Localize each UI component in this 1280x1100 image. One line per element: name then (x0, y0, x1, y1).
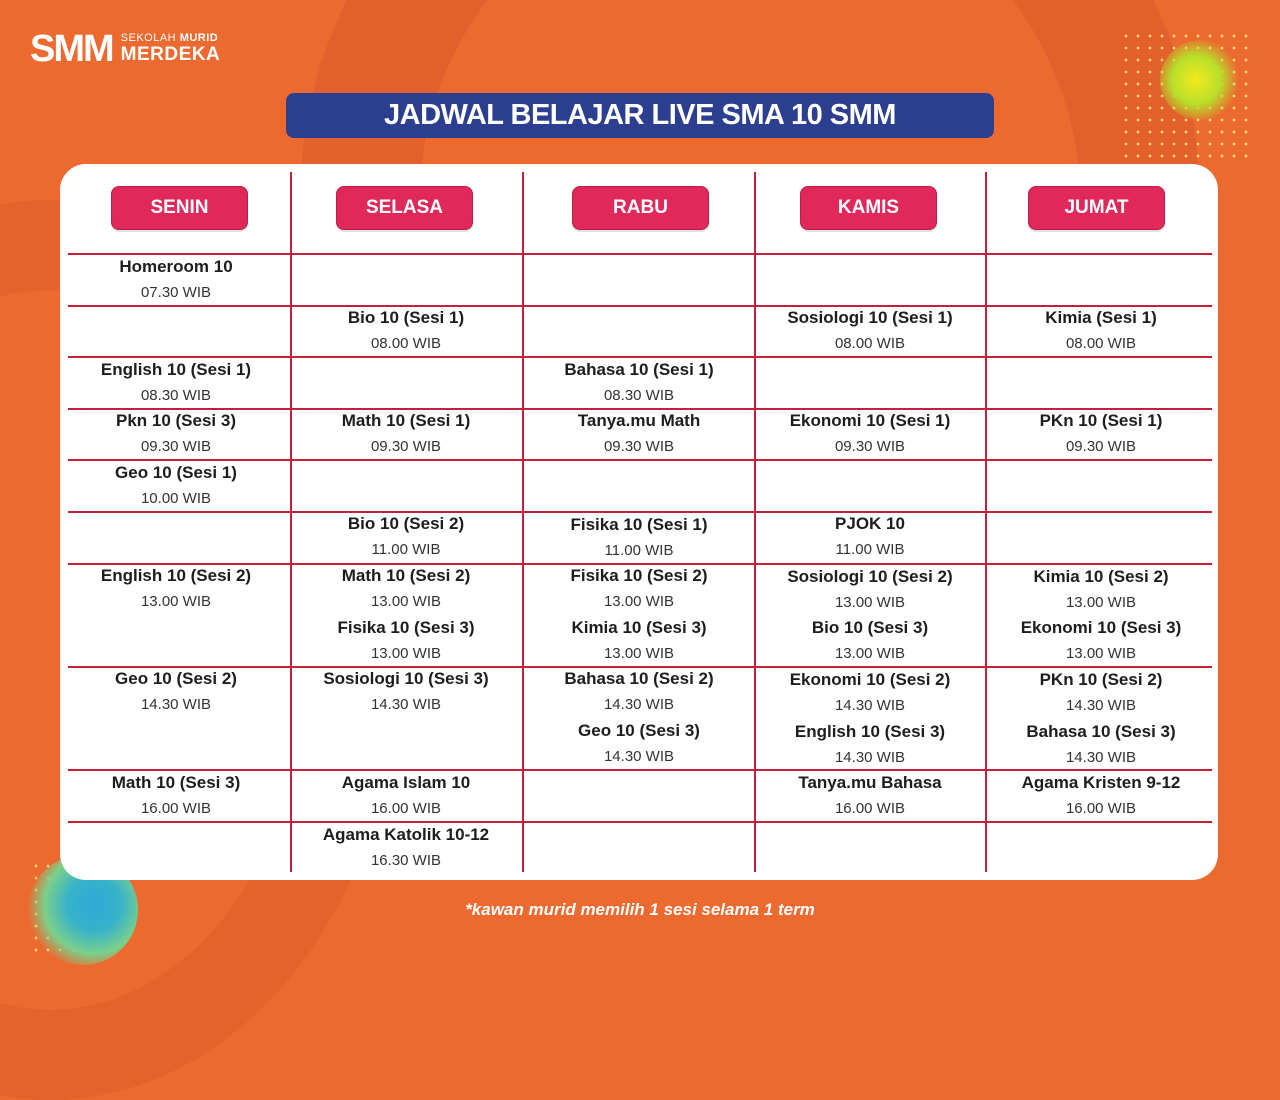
schedule-entry (755, 411, 985, 456)
entry-name: Agama Kristen 9-12 (1021, 773, 1181, 792)
schedule-entry (986, 411, 1216, 456)
entry-name: PJOK 10 (835, 514, 905, 533)
entry-time: 14.30 WIB (1065, 697, 1137, 714)
entry-time: 16.00 WIB (140, 800, 212, 817)
schedule-entry (61, 773, 291, 818)
logo-line1-light: SEKOLAH (120, 32, 180, 45)
row-divider (68, 305, 1212, 307)
entry-time: 14.30 WIB (834, 697, 906, 714)
schedule-entry (755, 514, 985, 559)
entry-time: 09.30 WIB (603, 438, 675, 455)
schedule-entry (61, 411, 291, 456)
entry-time: 11.00 WIB (604, 542, 674, 559)
entry-time: 14.30 WIB (834, 749, 906, 766)
entry-time: 13.00 WIB (1065, 645, 1137, 662)
entry-name: Fisika 10 (Sesi 1) (570, 515, 708, 534)
entry-time: 08.30 WIB (603, 387, 675, 404)
schedule-entry (755, 722, 985, 767)
day-header-kamis: KAMIS (800, 186, 937, 230)
schedule-entry (291, 566, 521, 611)
entry-time: 16.00 WIB (1065, 800, 1137, 817)
entry-name: Agama Katolik 10-12 (322, 825, 490, 844)
entry-name: Tanya.mu Bahasa (798, 773, 942, 792)
row-divider (68, 408, 1212, 410)
row-divider (68, 666, 1212, 668)
logo-line2: MERDEKA (120, 43, 221, 65)
entry-time: 14.30 WIB (370, 696, 442, 713)
day-header-selasa: SELASA (336, 186, 473, 230)
entry-name: Fisika 10 (Sesi 2) (570, 566, 708, 585)
schedule-entry (61, 669, 291, 714)
row-divider (68, 253, 1212, 255)
entry-name: Math 10 (Sesi 3) (111, 773, 241, 792)
entry-time: 13.00 WIB (370, 645, 442, 662)
day-header-jumat: JUMAT (1028, 186, 1165, 230)
logo-text (121, 33, 221, 64)
schedule-entry (524, 566, 754, 611)
entry-name: Geo 10 (Sesi 3) (578, 721, 700, 740)
entry-time: 13.00 WIB (140, 593, 212, 610)
entry-time: 14.30 WIB (1065, 749, 1137, 766)
column-divider (985, 172, 987, 872)
entry-time: 10.00 WIB (140, 490, 212, 507)
entry-name: Pkn 10 (Sesi 3) (115, 411, 236, 430)
entry-time: 09.30 WIB (370, 438, 442, 455)
row-divider (68, 459, 1212, 461)
entry-name: Bio 10 (Sesi 1) (347, 308, 465, 327)
entry-name: Homeroom 10 (119, 257, 233, 276)
schedule-entry (61, 566, 291, 611)
entry-name: Sosiologi 10 (Sesi 2) (787, 567, 953, 586)
entry-time: 16.00 WIB (834, 800, 906, 817)
schedule-entry (291, 514, 521, 559)
footnote: *kawan murid memilih 1 sesi selama 1 term (465, 900, 815, 919)
schedule-entry (291, 411, 521, 456)
entry-time: 08.30 WIB (140, 387, 212, 404)
entry-time: 08.00 WIB (370, 335, 442, 352)
schedule-entry (755, 308, 985, 353)
row-divider (68, 821, 1212, 823)
entry-name: Bahasa 10 (Sesi 1) (564, 360, 714, 379)
entry-name: Ekonomi 10 (Sesi 1) (789, 411, 951, 430)
schedule-entry (986, 722, 1216, 767)
schedule-entry (986, 618, 1216, 663)
day-header-senin: SENIN (111, 186, 248, 230)
entry-name: Sosiologi 10 (Sesi 1) (787, 308, 953, 327)
entry-time: 14.30 WIB (140, 696, 212, 713)
schedule-entry (524, 721, 754, 766)
schedule-entry (291, 308, 521, 353)
schedule-entry (524, 515, 754, 560)
entry-time: 13.00 WIB (603, 645, 675, 662)
schedule-entry (755, 567, 985, 612)
schedule-entry (524, 618, 754, 663)
entry-time: 13.00 WIB (834, 594, 906, 611)
schedule-entry (291, 773, 521, 818)
entry-name: Kimia (Sesi 1) (1045, 308, 1157, 327)
schedule-entry (986, 567, 1216, 612)
schedule-entry (986, 773, 1216, 818)
schedule-entry (61, 257, 291, 302)
entry-time: 09.30 WIB (140, 438, 212, 455)
entry-time: 11.00 WIB (371, 541, 441, 558)
entry-name: Fisika 10 (Sesi 3) (337, 618, 475, 637)
schedule-entry (986, 670, 1216, 715)
entry-name: Kimia 10 (Sesi 2) (1033, 567, 1169, 586)
entry-name: Bahasa 10 (Sesi 2) (564, 669, 714, 688)
schedule-entry (291, 825, 521, 870)
decorative-glow (1160, 40, 1240, 120)
entry-name: Kimia 10 (Sesi 3) (571, 618, 707, 637)
entry-time: 08.00 WIB (1065, 335, 1137, 352)
schedule-entry (755, 670, 985, 715)
entry-time: 16.00 WIB (370, 800, 442, 817)
entry-name: Math 10 (Sesi 2) (341, 566, 471, 585)
entry-name: Geo 10 (Sesi 1) (115, 463, 237, 482)
entry-time: 09.30 WIB (1065, 438, 1137, 455)
entry-time: 16.30 WIB (370, 852, 442, 869)
entry-time: 09.30 WIB (834, 438, 906, 455)
entry-name: Sosiologi 10 (Sesi 3) (323, 669, 489, 688)
logo-mark: SMM (30, 28, 113, 70)
entry-name: Geo 10 (Sesi 2) (115, 669, 237, 688)
row-divider (68, 563, 1212, 565)
entry-name: Agama Islam 10 (341, 773, 471, 792)
entry-name: Math 10 (Sesi 1) (341, 411, 471, 430)
entry-name: Bahasa 10 (Sesi 3) (1026, 722, 1176, 741)
entry-name: English 10 (Sesi 1) (100, 360, 252, 379)
entry-name: Bio 10 (Sesi 2) (347, 514, 465, 533)
entry-time: 08.00 WIB (834, 335, 906, 352)
schedule-entry (291, 669, 521, 714)
entry-time: 13.00 WIB (1065, 594, 1137, 611)
page-title: JADWAL BELAJAR LIVE SMA 10 SMM (286, 93, 994, 138)
schedule-entry (755, 773, 985, 818)
schedule-entry (524, 669, 754, 714)
entry-name: Bio 10 (Sesi 3) (811, 618, 929, 637)
schedule-entry (524, 411, 754, 456)
entry-time: 13.00 WIB (834, 645, 906, 662)
logo-line1-bold: MURID (179, 32, 219, 45)
schedule-entry (524, 360, 754, 405)
entry-name: Tanya.mu Math (577, 411, 701, 430)
entry-time: 14.30 WIB (603, 748, 675, 765)
row-divider (68, 769, 1212, 771)
entry-time: 14.30 WIB (603, 696, 675, 713)
entry-time: 07.30 WIB (140, 284, 212, 301)
entry-name: PKn 10 (Sesi 2) (1039, 670, 1163, 689)
row-divider (68, 511, 1212, 513)
entry-name: English 10 (Sesi 2) (100, 566, 252, 585)
brand-logo (30, 30, 220, 68)
schedule-entry (291, 618, 521, 663)
entry-time: 13.00 WIB (370, 593, 442, 610)
row-divider (68, 356, 1212, 358)
entry-time: 11.00 WIB (835, 541, 905, 558)
entry-name: English 10 (Sesi 3) (794, 722, 946, 741)
day-header-rabu: RABU (572, 186, 709, 230)
schedule-entry (61, 360, 291, 405)
entry-name: Ekonomi 10 (Sesi 3) (1020, 618, 1182, 637)
schedule-entry (755, 618, 985, 663)
entry-name: Ekonomi 10 (Sesi 2) (789, 670, 951, 689)
schedule-entry (61, 463, 291, 508)
entry-time: 13.00 WIB (603, 593, 675, 610)
schedule-entry (986, 308, 1216, 353)
entry-name: PKn 10 (Sesi 1) (1039, 411, 1163, 430)
